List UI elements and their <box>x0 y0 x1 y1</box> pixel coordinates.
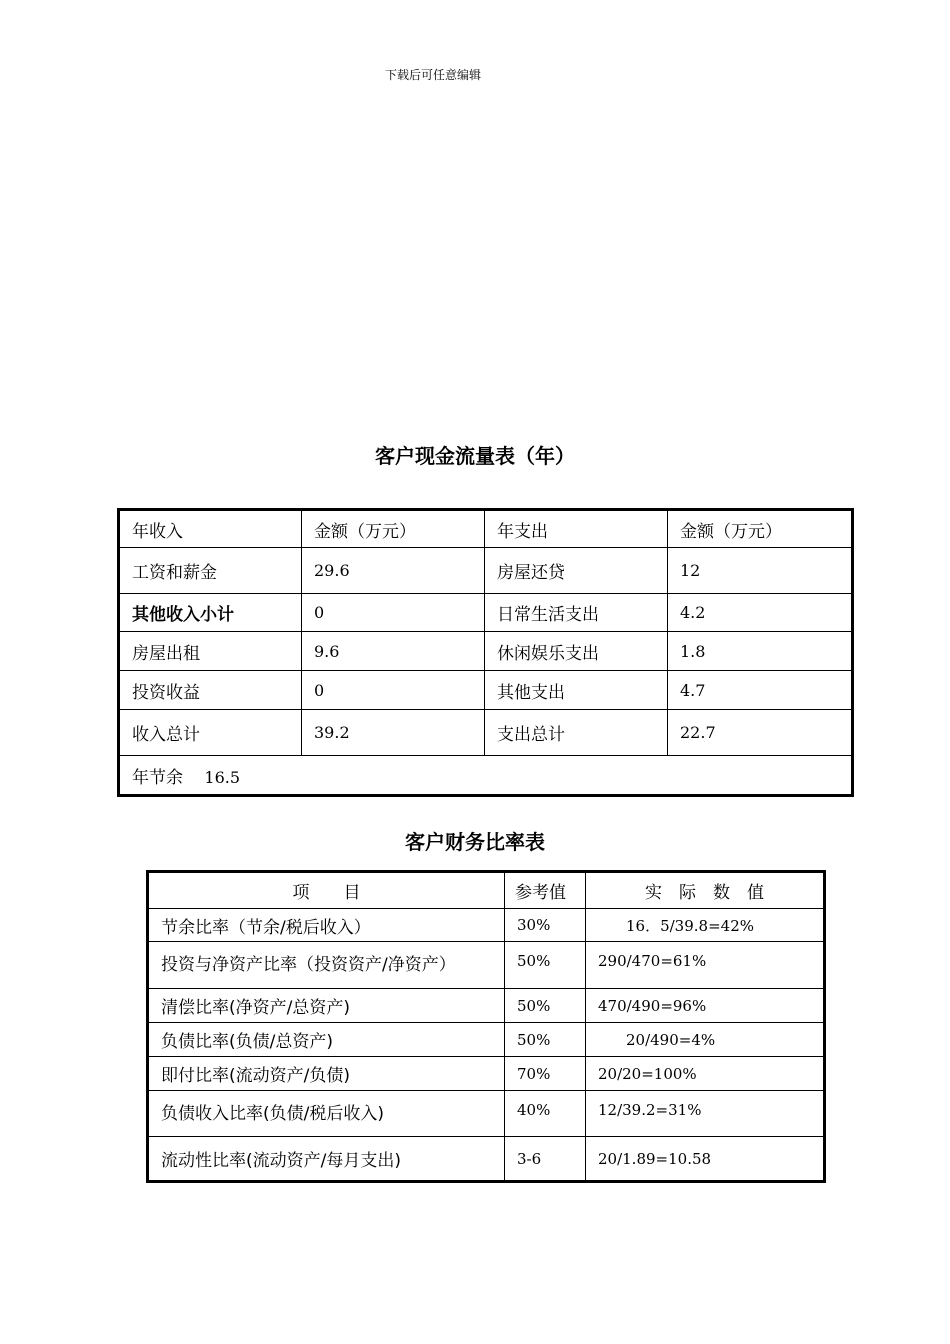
expense-amount: 4.7 <box>668 671 853 710</box>
table-row <box>148 1057 825 1091</box>
table-row <box>148 942 825 989</box>
ratio-actual: 470/490=96% <box>586 989 825 1023</box>
income-item: 收入总计 <box>119 710 302 756</box>
table-row <box>119 548 853 594</box>
ratio-table-title: 客户财务比率表 <box>405 830 545 854</box>
ratio-item: 清偿比率(净资产/总资产) <box>148 989 505 1023</box>
ratio-item: 负债比率(负债/总资产) <box>148 1023 505 1057</box>
ratio-actual: 20/490=4% <box>586 1023 825 1057</box>
income-amount: 0 <box>302 594 485 632</box>
header-cell: 金额（万元） <box>668 510 853 548</box>
expense-item: 休闲娱乐支出 <box>485 632 668 671</box>
expense-amount: 1.8 <box>668 632 853 671</box>
ratio-actual: 16．5/39.8=42% <box>586 909 825 942</box>
expense-amount: 22.7 <box>668 710 853 756</box>
ratio-item: 即付比率(流动资产/负债) <box>148 1057 505 1091</box>
ratio-item: 流动性比率(流动资产/每月支出) <box>148 1137 505 1182</box>
header-cell: 参考值 <box>505 872 586 909</box>
header-cell: 实 际 数 值 <box>586 872 825 909</box>
expense-item: 支出总计 <box>485 710 668 756</box>
income-amount: 29.6 <box>302 548 485 594</box>
income-amount: 0 <box>302 671 485 710</box>
expense-item: 日常生活支出 <box>485 594 668 632</box>
cashflow-table-title: 客户现金流量表（年） <box>375 444 575 468</box>
annual-surplus-label: 年节余 <box>132 767 183 788</box>
ratio-reference: 70% <box>505 1057 586 1091</box>
table-row <box>148 989 825 1023</box>
expense-amount: 4.2 <box>668 594 853 632</box>
expense-item: 房屋还贷 <box>485 548 668 594</box>
ratio-reference: 30% <box>505 909 586 942</box>
table-row <box>119 632 853 671</box>
header-cell: 项 目 <box>148 872 505 909</box>
table-header-row <box>148 872 825 909</box>
table-header-row <box>119 510 853 548</box>
ratio-reference: 50% <box>505 989 586 1023</box>
annual-surplus-cell <box>119 756 853 796</box>
ratio-reference: 50% <box>505 942 586 989</box>
income-item: 其他收入小计 <box>119 594 302 632</box>
table-row <box>119 594 853 632</box>
ratio-actual: 20/20=100% <box>586 1057 825 1091</box>
table-footer-row <box>119 756 853 796</box>
expense-item: 其他支出 <box>485 671 668 710</box>
table-row <box>148 909 825 942</box>
ratio-item: 负债收入比率(负债/税后收入) <box>148 1091 505 1137</box>
ratio-table <box>146 870 826 1183</box>
header-cell: 年收入 <box>119 510 302 548</box>
table-row <box>148 1091 825 1137</box>
ratio-actual: 12/39.2=31% <box>586 1091 825 1137</box>
ratio-item: 投资与净资产比率（投资资产/净资产） <box>148 942 505 989</box>
ratio-item: 节余比率（节余/税后收入） <box>148 909 505 942</box>
income-amount: 39.2 <box>302 710 485 756</box>
table-row <box>119 671 853 710</box>
income-item: 房屋出租 <box>119 632 302 671</box>
table-row <box>148 1137 825 1182</box>
expense-amount: 12 <box>668 548 853 594</box>
ratio-reference: 50% <box>505 1023 586 1057</box>
ratio-actual: 20/1.89=10.58 <box>586 1137 825 1182</box>
table-row <box>119 710 853 756</box>
table-row <box>148 1023 825 1057</box>
ratio-reference: 3-6 <box>505 1137 586 1182</box>
ratio-actual: 290/470=61% <box>586 942 825 989</box>
annual-surplus-value: 16.5 <box>204 767 241 787</box>
header-cell: 金额（万元） <box>302 510 485 548</box>
cashflow-table <box>117 508 854 797</box>
header-cell: 年支出 <box>485 510 668 548</box>
income-item: 投资收益 <box>119 671 302 710</box>
income-amount: 9.6 <box>302 632 485 671</box>
header-note: 下载后可任意编辑 <box>384 68 481 82</box>
ratio-reference: 40% <box>505 1091 586 1137</box>
income-item: 工资和薪金 <box>119 548 302 594</box>
